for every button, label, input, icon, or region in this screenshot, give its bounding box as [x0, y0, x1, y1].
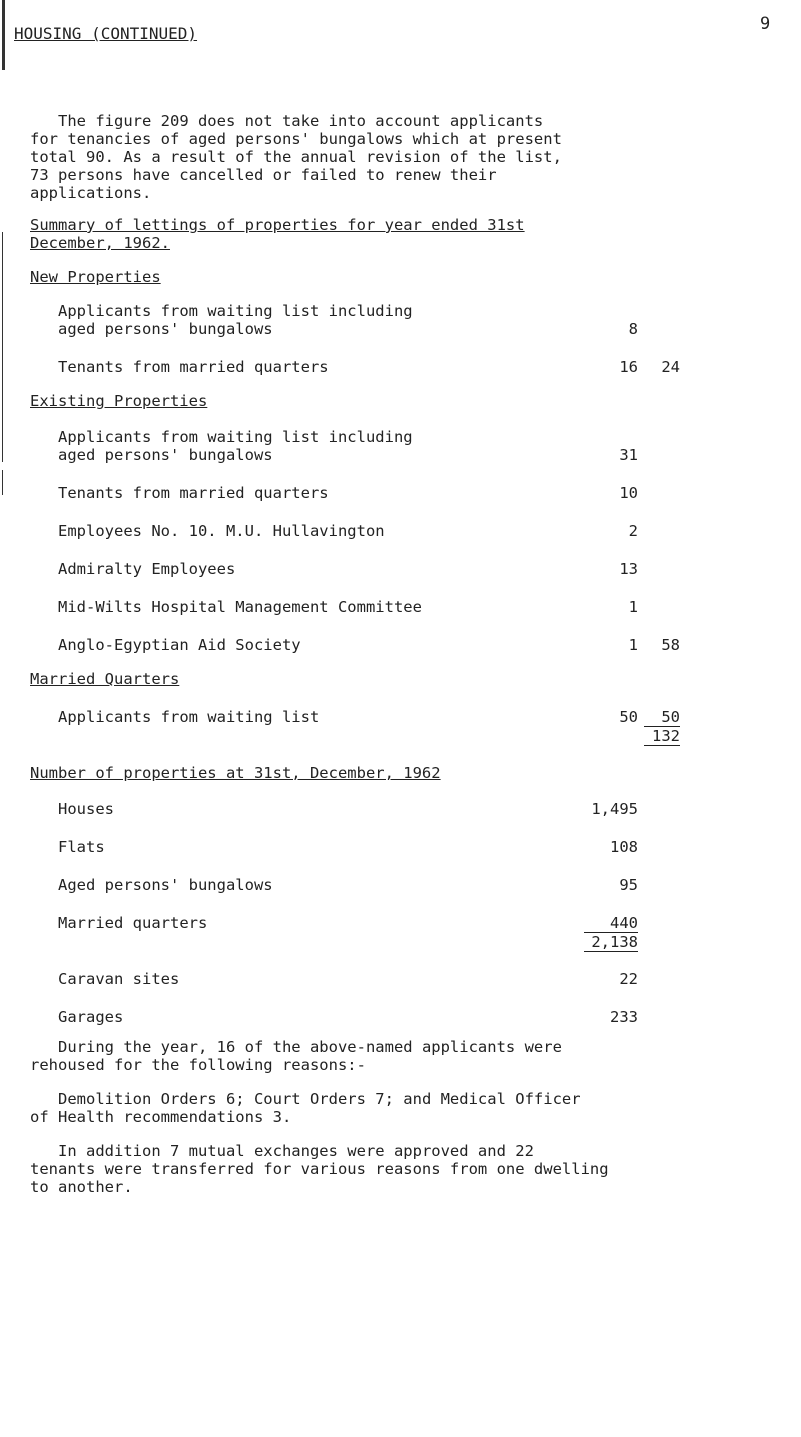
intro-line: applications. — [30, 184, 152, 202]
row-label: aged persons' bungalows — [58, 446, 273, 464]
row-label: Flats — [58, 838, 105, 856]
row-value: 2 — [628, 522, 638, 540]
row-label: Caravan sites — [58, 970, 180, 988]
summary-heading: December, 1962. — [30, 234, 170, 252]
row-value: 8 — [628, 320, 638, 338]
section-heading-number-of-properties: Number of properties at 31st, December, 1962 — [30, 764, 441, 782]
row-subtotal: 58 — [661, 636, 680, 654]
page-number: 9 — [760, 14, 771, 34]
exchanges-line: to another. — [30, 1178, 133, 1196]
row-value: 108 — [610, 838, 638, 856]
total-rule — [584, 951, 638, 952]
row-label: Tenants from married quarters — [58, 358, 329, 376]
summary-heading: Summary of lettings of properties for year ended 31st — [30, 216, 525, 234]
row-label: Applicants from waiting list — [58, 708, 320, 726]
intro-line: total 90. As a result of the annual revision of the list, — [30, 148, 562, 166]
lettings-grand-total: 132 — [652, 727, 680, 745]
section-heading-existing-properties: Existing Properties — [30, 392, 208, 410]
exchanges-line: In addition 7 mutual exchanges were approved and 22 — [58, 1142, 534, 1160]
row-value: 233 — [610, 1008, 638, 1026]
scan-edge-mark — [2, 470, 3, 495]
row-value: 10 — [619, 484, 638, 502]
total-rule — [644, 745, 680, 746]
reasons-line: Demolition Orders 6; Court Orders 7; and Medical Officer — [58, 1090, 581, 1108]
row-value: 1,495 — [591, 800, 638, 818]
row-value: 31 — [619, 446, 638, 464]
exchanges-line: tenants were transferred for various reasons from one dwelling — [30, 1160, 609, 1178]
intro-line: for tenancies of aged persons' bungalows which at present — [30, 130, 562, 148]
row-label: Houses — [58, 800, 114, 818]
row-label: Employees No. 10. M.U. Hullavington — [58, 522, 385, 540]
row-label: Mid-Wilts Hospital Management Committee — [58, 598, 422, 616]
row-value: 95 — [619, 876, 638, 894]
intro-line: The figure 209 does not take into account applicants — [58, 112, 544, 130]
section-heading-married-quarters: Married Quarters — [30, 670, 180, 688]
row-value: 1 — [628, 598, 638, 616]
page-header-title: HOUSING (CONTINUED) — [14, 24, 198, 43]
row-label: Garages — [58, 1008, 124, 1026]
row-subtotal: 24 — [661, 358, 680, 376]
scan-edge-mark — [2, 0, 5, 70]
row-label: Anglo-Egyptian Aid Society — [58, 636, 301, 654]
row-value: 16 — [619, 358, 638, 376]
rehoused-line: During the year, 16 of the above-named applicants were — [58, 1038, 562, 1056]
row-value: 50 — [619, 708, 638, 726]
row-subtotal: 50 — [661, 708, 680, 726]
row-label: Applicants from waiting list including — [58, 428, 413, 446]
row-label: Admiralty Employees — [58, 560, 236, 578]
section-heading-new-properties: New Properties — [30, 268, 161, 286]
row-value: 22 — [619, 970, 638, 988]
row-value: 440 — [610, 914, 638, 932]
rehoused-line: rehoused for the following reasons:- — [30, 1056, 366, 1074]
row-label: Tenants from married quarters — [58, 484, 329, 502]
reasons-line: of Health recommendations 3. — [30, 1108, 292, 1126]
row-label: Aged persons' bungalows — [58, 876, 273, 894]
scan-edge-mark — [2, 232, 3, 462]
row-value: 13 — [619, 560, 638, 578]
intro-line: 73 persons have cancelled or failed to renew their — [30, 166, 497, 184]
row-label: aged persons' bungalows — [58, 320, 273, 338]
properties-total: 2,138 — [591, 933, 638, 951]
row-value: 1 — [628, 636, 638, 654]
row-label: Married quarters — [58, 914, 208, 932]
row-label: Applicants from waiting list including — [58, 302, 413, 320]
